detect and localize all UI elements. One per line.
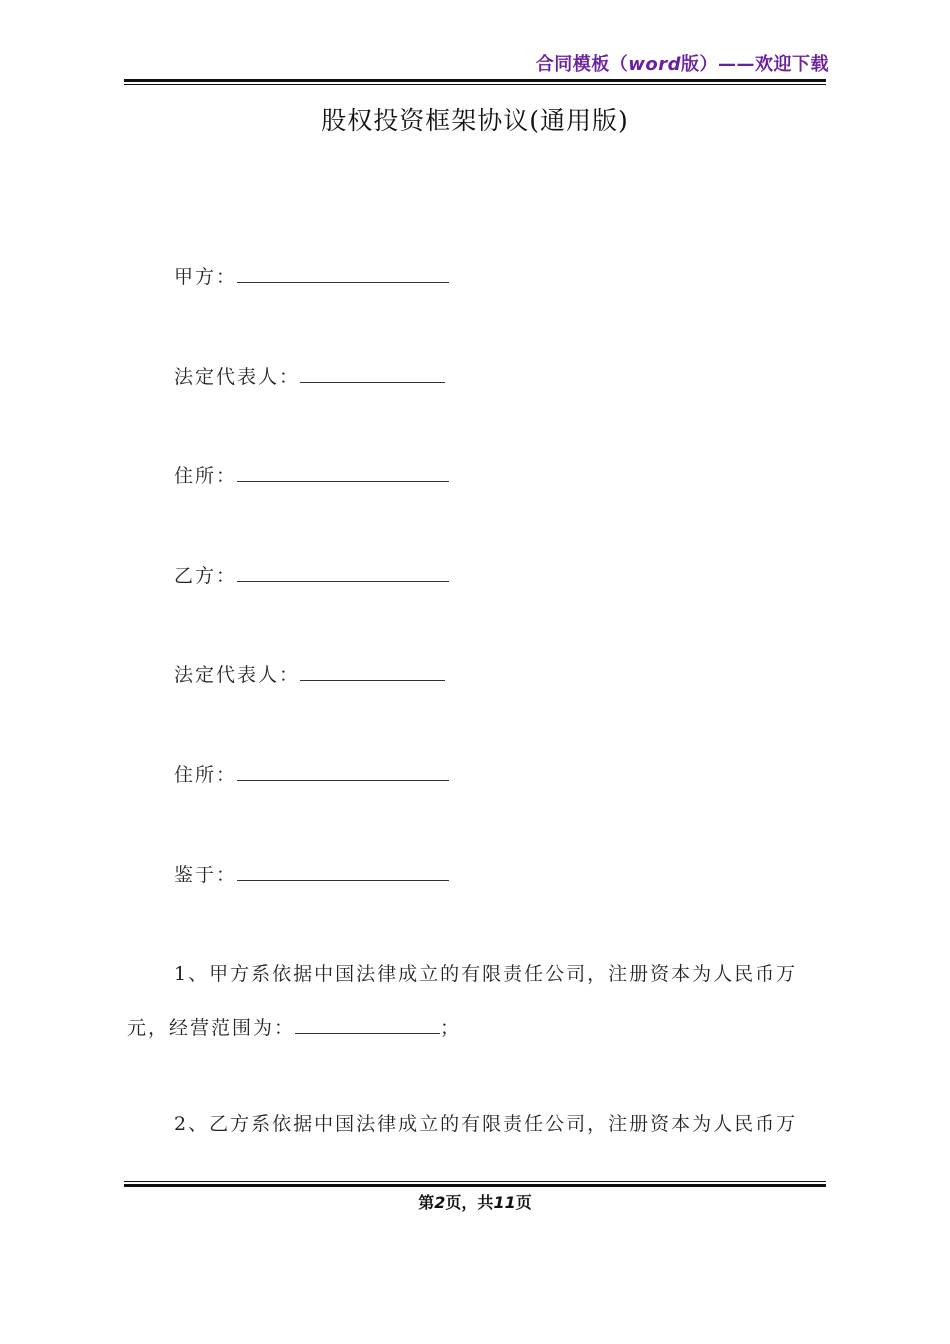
footer-rule-thick — [124, 1184, 826, 1187]
header-word: word — [628, 54, 681, 75]
field-whereas — [174, 860, 449, 887]
fill-blank — [300, 364, 445, 383]
field-party-b — [174, 561, 449, 588]
field-label: 法定代表人： — [174, 366, 301, 388]
paragraph-2-line-1: 2、乙方系依据中国法律成立的有限责任公司，注册资本为人民币万 — [174, 1113, 798, 1135]
field-address-b — [174, 760, 449, 787]
field-party-a — [174, 262, 449, 289]
paragraph-text: 元，经营范围为： — [127, 1017, 296, 1039]
field-label: 鉴于： — [174, 864, 238, 886]
fill-blank — [300, 662, 445, 681]
paragraph-text: ； — [440, 1017, 462, 1039]
footer-text: 页，共 — [445, 1193, 494, 1212]
footer-text: 页 — [515, 1193, 532, 1212]
field-address-a — [174, 461, 449, 488]
header-rule-thick — [124, 79, 826, 82]
fill-blank — [237, 563, 449, 582]
field-label: 甲方： — [174, 266, 238, 288]
field-label: 住所： — [174, 764, 238, 786]
header-suffix: 版）——欢迎下载 — [681, 54, 829, 75]
fill-blank — [237, 862, 449, 881]
field-legal-rep-a — [174, 362, 445, 389]
fill-blank — [237, 762, 449, 781]
footer-rule-thin — [124, 1181, 826, 1182]
current-page: 2 — [434, 1193, 446, 1212]
total-pages: 11 — [493, 1193, 516, 1212]
header-prefix: 合同模板（ — [535, 54, 629, 75]
document-title: 股权投资框架协议(通用版) — [321, 106, 629, 135]
header-banner — [536, 50, 829, 76]
fill-blank — [295, 1015, 440, 1034]
fill-blank — [237, 463, 449, 482]
field-label: 法定代表人： — [174, 664, 301, 686]
header-rule-thin — [124, 84, 826, 85]
paragraph-1-line-2 — [127, 1013, 461, 1040]
field-label: 住所： — [174, 465, 238, 487]
fill-blank — [237, 264, 449, 283]
page-number — [0, 1190, 950, 1213]
field-legal-rep-b — [174, 660, 445, 687]
paragraph-1-line-1: 1、甲方系依据中国法律成立的有限责任公司，注册资本为人民币万 — [174, 963, 798, 985]
field-label: 乙方： — [174, 565, 238, 587]
footer-text: 第 — [418, 1193, 435, 1212]
